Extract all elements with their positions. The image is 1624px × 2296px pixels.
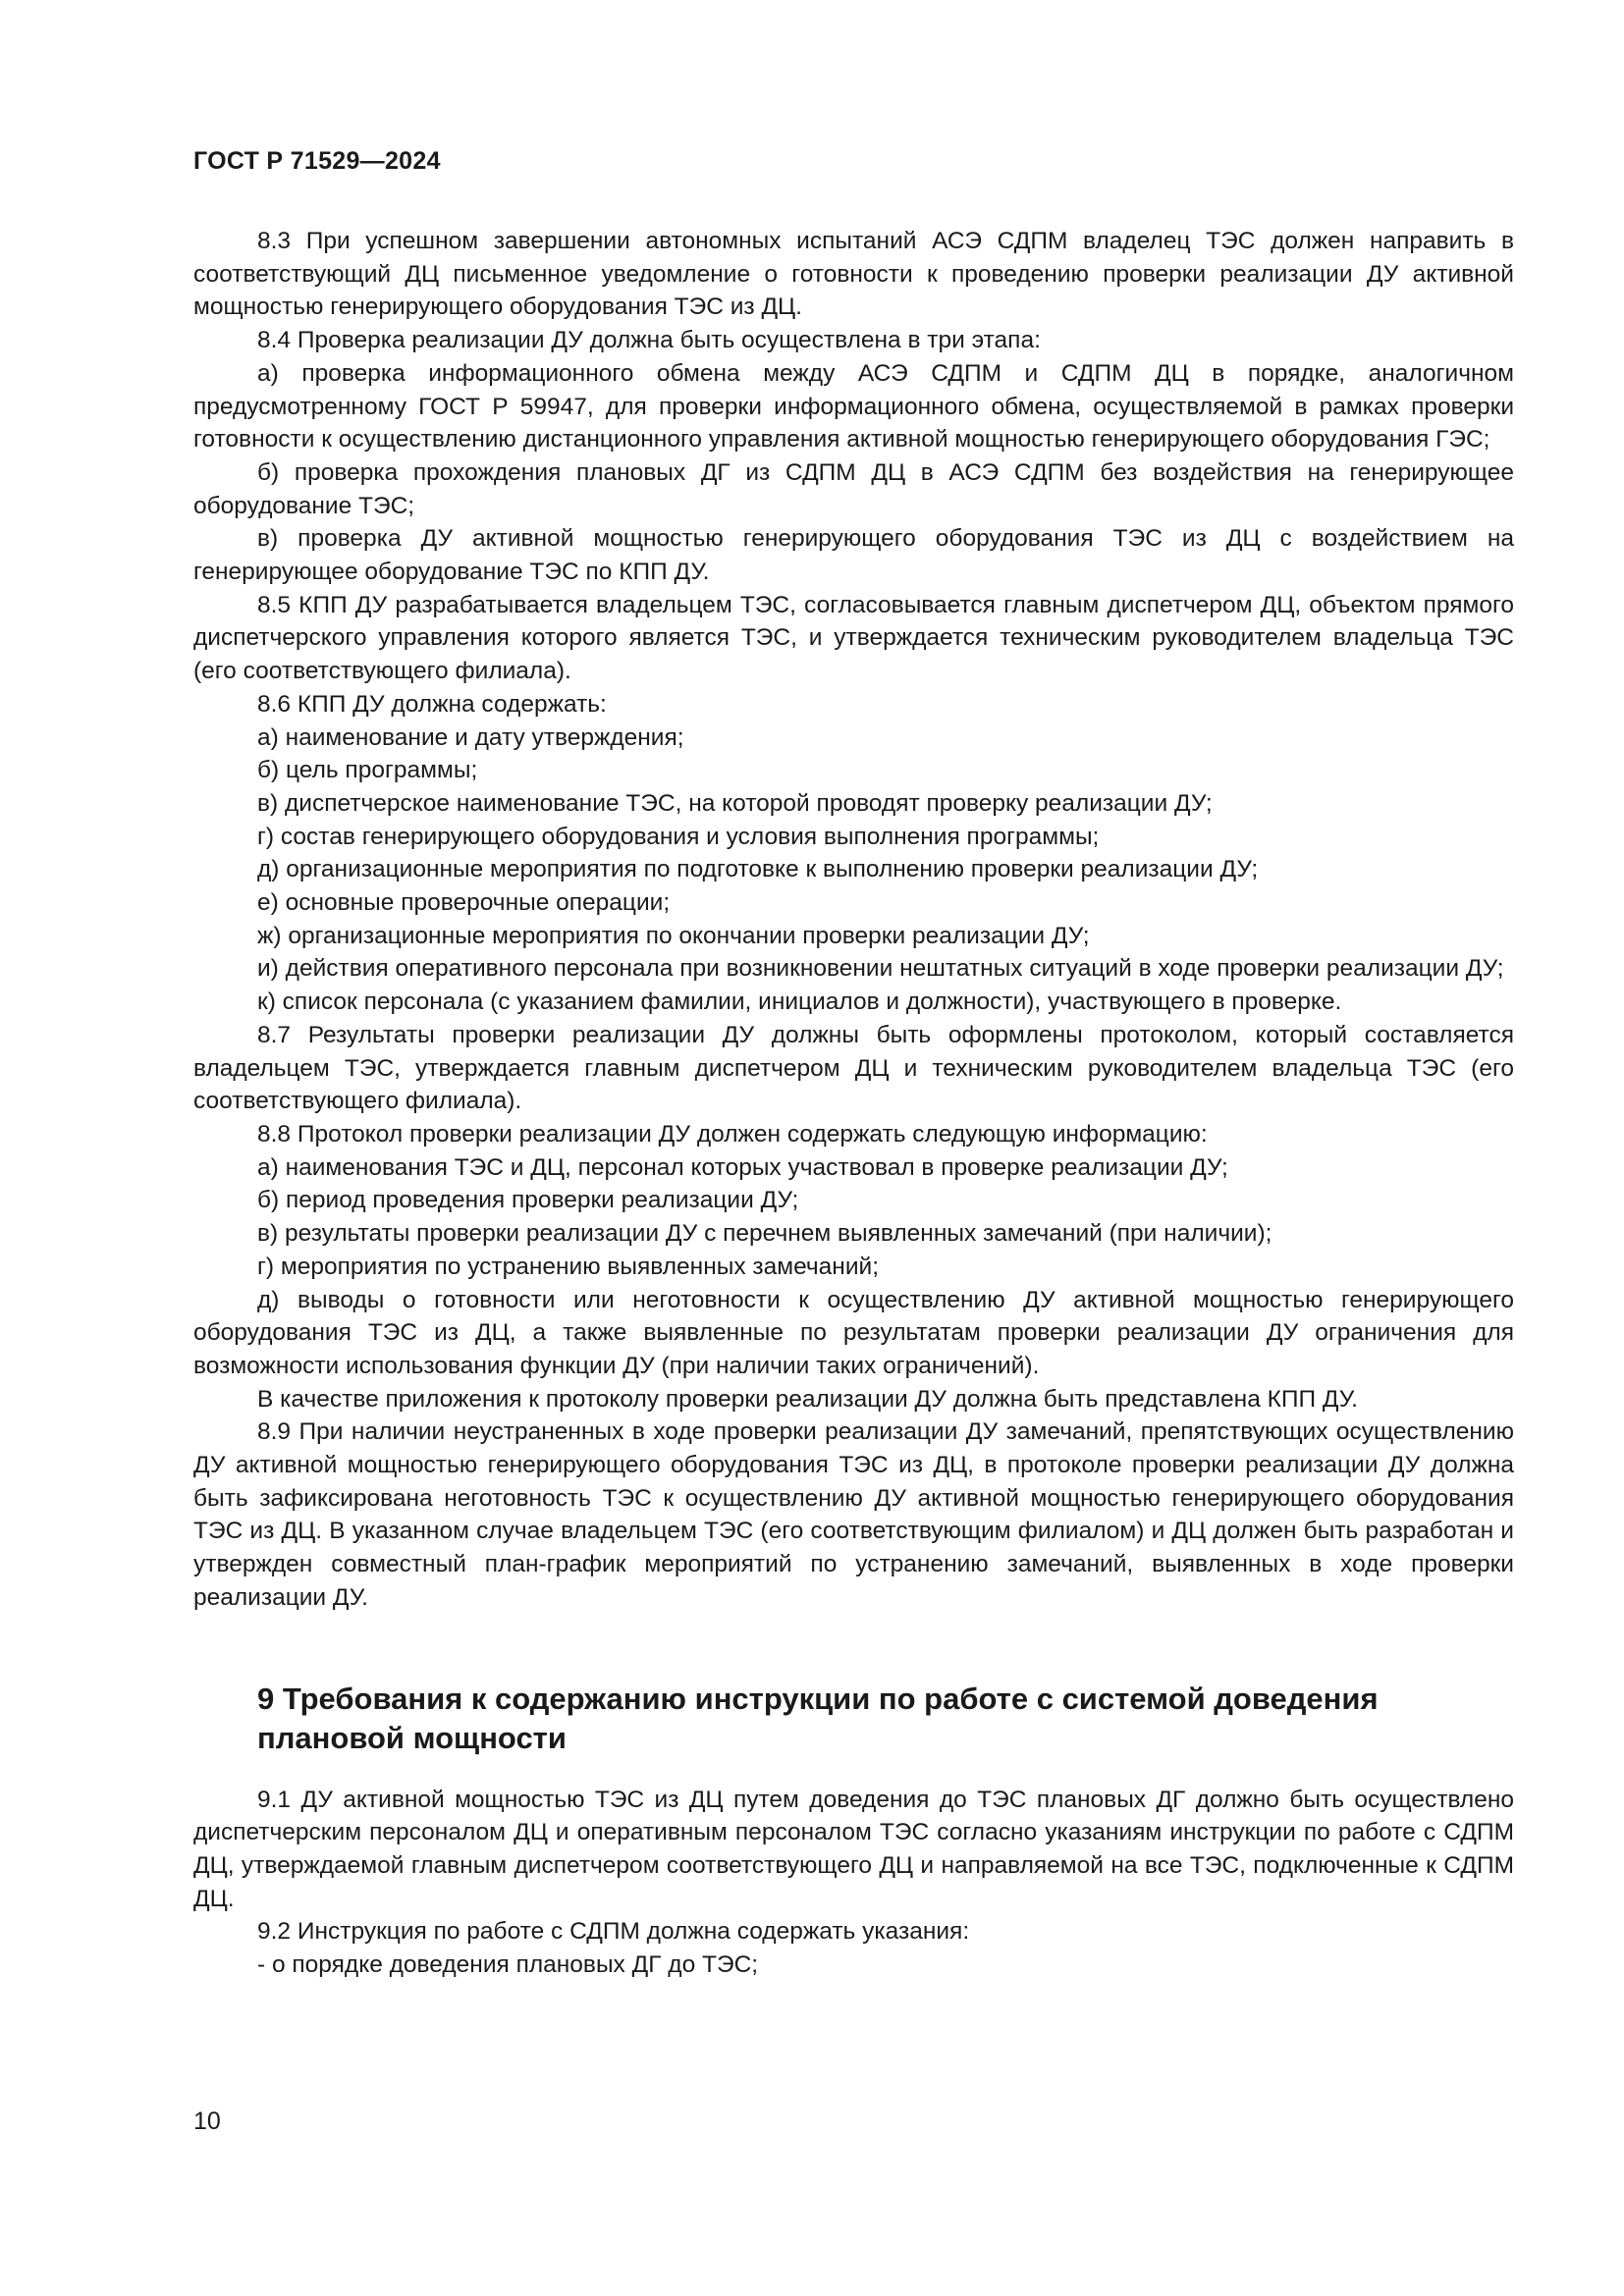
list-item-8-8-g: г) мероприятия по устранению выявленных замечаний; (257, 1253, 880, 1280)
section-9-title-line-2: плановой мощности (257, 1720, 567, 1755)
paragraph-8-6: 8.6 КПП ДУ должна содержать: (257, 690, 607, 718)
list-item-8-6-d: д) организационные мероприятия по подготовке к выполнению проверки реализации ДУ; (257, 856, 1259, 883)
paragraph-8-8: 8.8 Протокол проверки реализации ДУ должен содержать следующую информацию: (257, 1120, 1208, 1148)
section-9-title (193, 1680, 1514, 1758)
paragraph-8-7: 8.7 Результаты проверки реализации ДУ должны быть оформлены протоколом, который составляется владельцем ТЭС, утверждается главным диспетчером ДЦ и техническим руководителем владельца ТЭС (его соответствующего филиала). (193, 1021, 1514, 1115)
paragraph-8-9: 8.9 При наличии неустраненных в ходе проверки реализации ДУ замечаний, препятствующих осуществлению ДУ активной мощностью генерирующего оборудования ТЭС из ДЦ, в протоколе проверки реализации ДУ должна быть зафиксирована неготовность ТЭС к осуществлению ДУ активной мощностью генерирующего оборудования ТЭС из ДЦ. В указанном случае владельцем ТЭС (его соответствующим филиалом) и ДЦ должен быть разработан и утвержден совместный план-график мероприятий по устранению замечаний, выявленных в ходе проверки реализации ДУ. (193, 1418, 1514, 1611)
list-item-8-8-d: д) выводы о готовности или неготовности к осуществлению ДУ активной мощностью генерирующего оборудования ТЭС из ДЦ, а также выявленные по результатам проверки реализации ДУ ограничения для возможности использования функции ДУ (при наличии таких ограничений). (193, 1286, 1514, 1379)
list-item-8-6-v: в) диспетчерское наименование ТЭС, на которой проводят проверку реализации ДУ; (257, 789, 1213, 817)
list-item-8-6-e: е) основные проверочные операции; (257, 889, 671, 917)
list-item-8-8-v: в) результаты проверки реализации ДУ с перечнем выявленных замечаний (при наличии); (257, 1220, 1272, 1248)
list-item-8-4-b: б) проверка прохождения плановых ДГ из СДПМ ДЦ в АСЭ СДПМ без воздействия на генерирующее оборудование ТЭС; (193, 458, 1514, 519)
section-9-title-line-1: 9 Требования к содержанию инструкции по работе с системой доведения (257, 1681, 1379, 1716)
list-item-9-2-dash-1: - о порядке доведения плановых ДГ до ТЭС; (257, 1951, 759, 1979)
list-item-8-4-a: а) проверка информационного обмена между АСЭ СДПМ и СДПМ ДЦ в порядке, аналогичном предусмотренному ГОСТ Р 59947, для проверки информационного обмена, осуществляемой в рамках проверки готовности к осуществлению дистанционного управления активной мощностью генерирующего оборудования ГЭС; (193, 359, 1514, 454)
list-item-8-6-a: а) наименование и дату утверждения; (257, 723, 684, 751)
standard-header: ГОСТ Р 71529—2024 (193, 147, 441, 175)
list-item-8-4-v: в) проверка ДУ активной мощностью генерирующего оборудования ТЭС из ДЦ с воздействием на генерирующее оборудование ТЭС по КПП ДУ. (193, 525, 1514, 586)
paragraph-8-5: 8.5 КПП ДУ разрабатывается владельцем ТЭС, согласовывается главным диспетчером ДЦ, объектом прямого диспетчерского управления которого является ТЭС, и утверждается техническим руководителем владельца ТЭС (его соответствующего филиала). (193, 591, 1514, 685)
paragraph-9-1: 9.1 ДУ активной мощностью ТЭС из ДЦ путем доведения до ТЭС плановых ДГ должно быть осуществлено диспетчерским персоналом ДЦ и оперативным персоналом ТЭС согласно указаниям инструкции по работе с СДПМ ДЦ, утверждаемой главным диспетчером соответствующего ДЦ и направляемой на все ТЭС, подключенные к СДПМ ДЦ. (193, 1786, 1514, 1912)
page-number: 10 (193, 2108, 221, 2135)
list-item-8-6-g: г) состав генерирующего оборудования и условия выполнения программы; (257, 823, 1100, 850)
paragraph-8-4: 8.4 Проверка реализации ДУ должна быть осуществлена в три этапа: (257, 327, 1041, 354)
list-item-8-6-zh: ж) организационные мероприятия по окончании проверки реализации ДУ; (257, 922, 1090, 949)
list-item-8-8-a: а) наименования ТЭС и ДЦ, персонал которых участвовал в проверке реализации ДУ; (257, 1153, 1228, 1181)
paragraph-appendix-note: В качестве приложения к протоколу проверки реализации ДУ должна быть представлена КПП ДУ. (257, 1385, 1358, 1413)
list-item-8-6-b: б) цель программы; (257, 757, 478, 784)
paragraph-9-2: 9.2 Инструкция по работе с СДПМ должна содержать указания: (257, 1918, 970, 1946)
document-body (193, 225, 1514, 1982)
list-item-8-6-i: и) действия оперативного персонала при возникновении нештатных ситуаций в ходе проверки реализации ДУ; (257, 955, 1504, 983)
paragraph-8-3: 8.3 При успешном завершении автономных испытаний АСЭ СДПМ владелец ТЭС должен направить в соответствующий ДЦ письменное уведомление о готовности к проведению проверки реализации ДУ активной мощностью генерирующего оборудования ТЭС из ДЦ. (193, 228, 1514, 321)
list-item-8-6-k: к) список персонала (с указанием фамилии, инициалов и должности), участвующего в проверке. (257, 988, 1342, 1016)
list-item-8-8-b: б) период проведения проверки реализации ДУ; (257, 1187, 799, 1214)
